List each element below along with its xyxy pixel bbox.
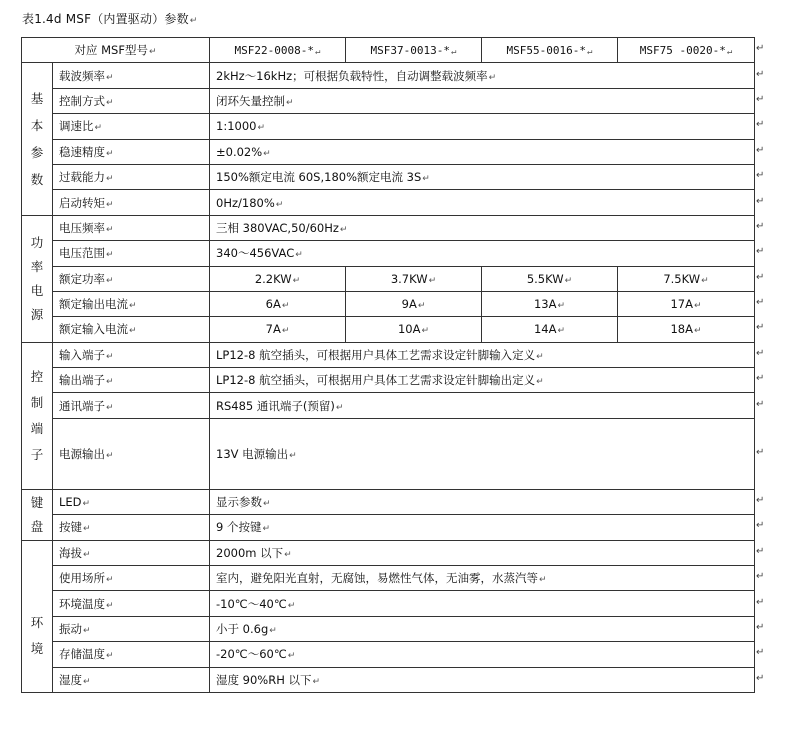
row-end-mark: ↵: [756, 672, 765, 684]
header-model-4: MSF75 -0020-*↵: [618, 38, 755, 63]
param-value: 150%额定电流 60S,180%额定电流 3S↵: [210, 164, 755, 189]
param-name: 海拔↵: [53, 540, 210, 565]
table-row: [22, 489, 755, 514]
group-label-control: 控制端子: [22, 342, 53, 489]
param-value: 显示参数↵: [210, 489, 755, 514]
param-name: 振动↵: [53, 616, 210, 641]
table-row: [22, 393, 755, 418]
table-row: [22, 114, 755, 139]
param-value: 室内，避免阳光直射，无腐蚀，易燃性气体，无油雾，水蒸汽等↵: [210, 566, 755, 591]
table-row: [22, 139, 755, 164]
row-end-mark: ↵: [756, 246, 765, 258]
param-value: -20℃～60℃↵: [210, 642, 755, 667]
param-value: 9 个按键↵: [210, 515, 755, 540]
table-header-row: [22, 38, 755, 63]
table-row: [22, 616, 755, 641]
row-end-mark: ↵: [756, 622, 765, 633]
param-name: 稳速精度↵: [53, 139, 210, 164]
table-row: [22, 215, 755, 240]
rated-power-value: 7.5KW↵: [618, 266, 755, 291]
param-value: 13V 电源输出↵: [210, 418, 755, 489]
table-row: [22, 317, 755, 342]
param-value: 三相 380VAC,50/60Hz↵: [210, 215, 755, 240]
msf-parameter-table: [21, 37, 755, 693]
param-name: 调速比↵: [53, 114, 210, 139]
param-name: 电压频率↵: [53, 215, 210, 240]
param-name: 环境温度↵: [53, 591, 210, 616]
table-row: [22, 266, 755, 291]
param-value: LP12-8 航空插头，可根据用户具体工艺需求设定针脚输入定义↵: [210, 342, 755, 367]
row-end-mark: ↵: [756, 93, 765, 105]
group-label-power: 功率电源: [22, 215, 53, 342]
param-name: 控制方式↵: [53, 88, 210, 113]
header-model-3: MSF55-0016-*↵: [482, 38, 618, 63]
row-end-mark: ↵: [756, 144, 765, 156]
row-end-mark: ↵: [756, 322, 765, 334]
param-name: 按键↵: [53, 515, 210, 540]
row-end-mark: ↵: [756, 571, 765, 583]
table-row: [22, 88, 755, 113]
row-end-mark: ↵: [756, 373, 765, 385]
rated-power-value: 5.5KW↵: [482, 266, 618, 291]
row-end-mark: ↵: [756, 271, 765, 283]
param-value: 1:1000↵: [210, 114, 755, 139]
rated-input-current: 10A↵: [346, 317, 482, 342]
param-value: RS485 通讯端子(预留)↵: [210, 393, 755, 418]
row-end-mark: ↵: [756, 520, 765, 532]
rated-power-value: 3.7KW↵: [346, 266, 482, 291]
param-name: 输入端子↵: [53, 342, 210, 367]
table-row: [22, 591, 755, 616]
param-name: 电源输出↵: [53, 418, 210, 489]
row-end-mark: ↵: [756, 446, 765, 458]
param-name: 过载能力↵: [53, 164, 210, 189]
row-end-mark: ↵: [756, 43, 765, 55]
param-name: LED↵: [53, 489, 210, 514]
row-end-mark: ↵: [756, 495, 765, 507]
rated-output-current: 9A↵: [346, 291, 482, 316]
table-row: [22, 342, 755, 367]
rated-power-value: 2.2KW↵: [210, 266, 346, 291]
param-name: 电压范围↵: [53, 241, 210, 266]
row-end-mark: ↵: [756, 297, 765, 309]
table-caption: 表1.4d MSF（内置驱动）参数↵: [22, 12, 198, 26]
param-name: 输出端子↵: [53, 368, 210, 393]
group-label-environment: 环境: [22, 540, 53, 692]
row-end-mark: ↵: [756, 68, 765, 80]
param-value: 340～456VAC↵: [210, 241, 755, 266]
param-value: -10℃～40℃↵: [210, 591, 755, 616]
param-value: 小于 0.6g↵: [210, 616, 755, 641]
row-end-mark: ↵: [756, 347, 765, 359]
param-value: ±0.02%↵: [210, 139, 755, 164]
param-name: 通讯端子↵: [53, 393, 210, 418]
rated-input-current: 14A↵: [482, 317, 618, 342]
table-row: [22, 642, 755, 667]
table-row: [22, 190, 755, 215]
param-name: 额定功率↵: [53, 266, 210, 291]
param-name: 启动转矩↵: [53, 190, 210, 215]
param-name: 额定输出电流↵: [53, 291, 210, 316]
row-end-mark: ↵: [756, 647, 765, 659]
group-label-basic: 基本参数: [22, 63, 53, 215]
param-name: 存储温度↵: [53, 642, 210, 667]
rated-input-current: 18A↵: [618, 317, 755, 342]
group-label-keyboard: 键盘: [22, 489, 53, 540]
param-value: 湿度 90%RH 以下↵: [210, 667, 755, 692]
param-name: 额定输入电流↵: [53, 317, 210, 342]
header-model-1: MSF22-0008-*↵: [210, 38, 346, 63]
header-model-label: 对应 MSF型号↵: [22, 38, 210, 63]
row-end-mark: ↵: [756, 545, 765, 557]
param-value: LP12-8 航空插头，可根据用户具体工艺需求设定针脚输出定义↵: [210, 368, 755, 393]
row-end-mark: ↵: [756, 119, 765, 131]
rated-output-current: 13A↵: [482, 291, 618, 316]
param-name: 使用场所↵: [53, 566, 210, 591]
table-row: [22, 540, 755, 565]
row-end-mark: ↵: [756, 195, 765, 207]
table-row: [22, 63, 755, 88]
table-row: [22, 418, 755, 489]
param-name: 载波频率↵: [53, 63, 210, 88]
param-name: 湿度↵: [53, 667, 210, 692]
param-value: 2kHz～16kHz；可根据负载特性，自动调整载波频率↵: [210, 63, 755, 88]
table-row: [22, 566, 755, 591]
row-end-mark: ↵: [756, 398, 765, 410]
rated-output-current: 17A↵: [618, 291, 755, 316]
row-end-mark: ↵: [756, 170, 765, 182]
caption-text: 表1.4d MSF（内置驱动）参数: [22, 12, 189, 26]
table-row: [22, 291, 755, 316]
param-value: 0Hz/180%↵: [210, 190, 755, 215]
rated-output-current: 6A↵: [210, 291, 346, 316]
table-row: [22, 515, 755, 540]
param-value: 闭环矢量控制↵: [210, 88, 755, 113]
rated-input-current: 7A↵: [210, 317, 346, 342]
param-value: 2000m 以下↵: [210, 540, 755, 565]
table-row: [22, 164, 755, 189]
row-end-mark: ↵: [756, 596, 765, 608]
table-row: [22, 368, 755, 393]
row-end-mark: ↵: [756, 220, 765, 232]
header-model-2: MSF37-0013-*↵: [346, 38, 482, 63]
table-row: [22, 667, 755, 692]
table-row: [22, 241, 755, 266]
